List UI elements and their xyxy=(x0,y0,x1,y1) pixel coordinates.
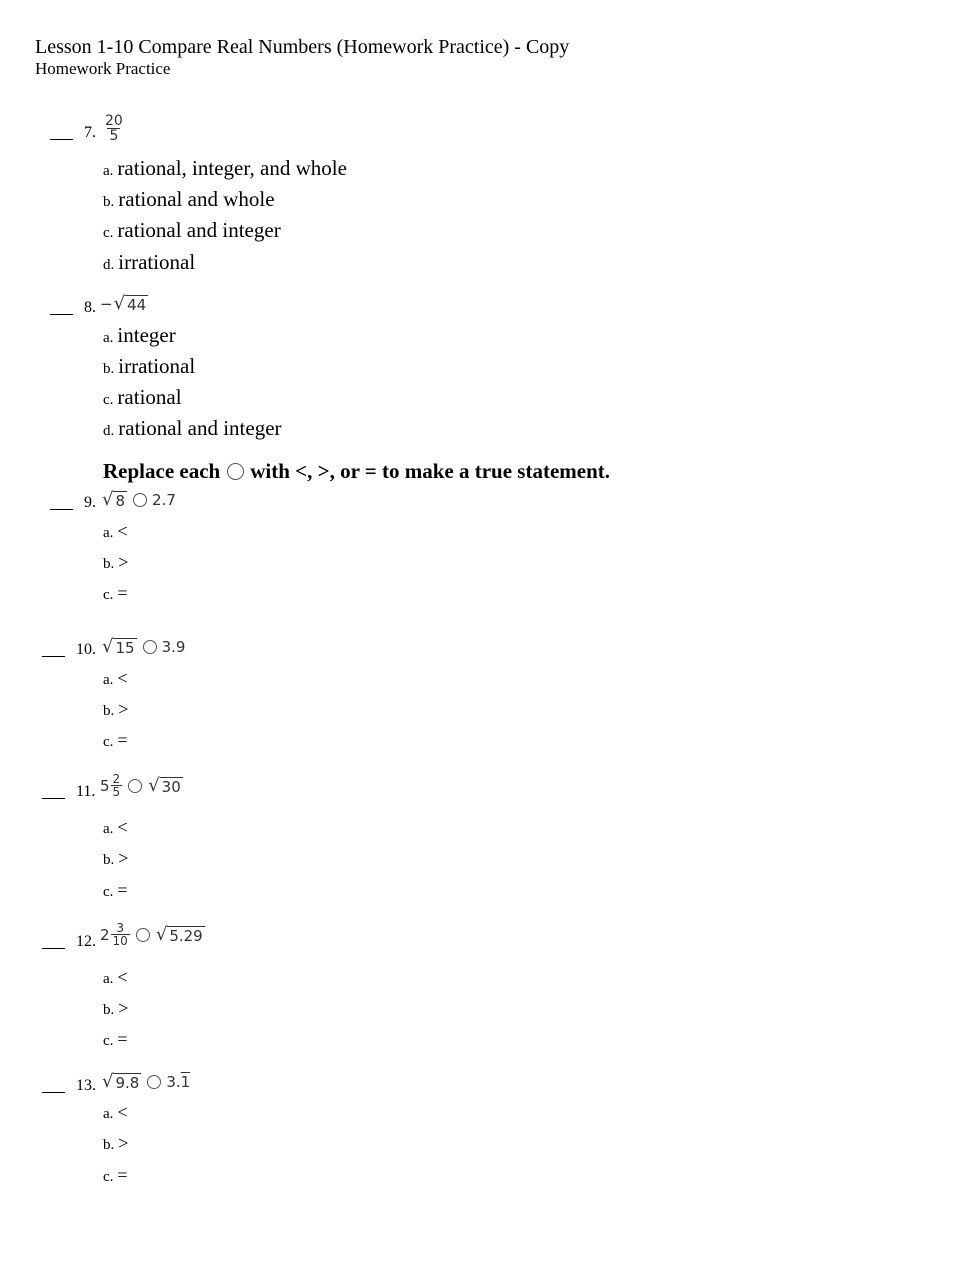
instruction-after: with <, >, or = to make a true statement. xyxy=(250,459,610,483)
question-number: 10. xyxy=(76,641,96,658)
answer-blank[interactable] xyxy=(50,509,73,510)
square-root: √ 15 xyxy=(102,636,135,657)
option-letter: c. xyxy=(103,392,114,408)
square-root: √ 5.29 xyxy=(155,923,203,945)
option-letter: b. xyxy=(103,1002,115,1018)
option-letter: b. xyxy=(103,194,115,210)
option-letter: b. xyxy=(103,361,115,377)
option-letter: b. xyxy=(103,852,115,868)
option-text: > xyxy=(118,699,129,719)
option-text: < xyxy=(117,521,128,541)
option-c[interactable] xyxy=(103,880,128,901)
option-text: < xyxy=(117,1102,128,1122)
option-d[interactable] xyxy=(103,416,282,441)
option-text: < xyxy=(117,668,128,688)
option-a[interactable] xyxy=(103,323,176,348)
question-expression xyxy=(102,114,126,143)
option-c[interactable] xyxy=(103,385,182,410)
denominator: 5 xyxy=(109,128,119,144)
option-letter: c. xyxy=(103,1169,114,1185)
question-number: 7. xyxy=(84,124,96,141)
option-a[interactable] xyxy=(103,668,128,689)
fraction xyxy=(103,114,125,143)
question-expression xyxy=(100,773,184,798)
option-text: = xyxy=(117,730,128,750)
option-text: irrational xyxy=(118,250,196,274)
answer-blank[interactable] xyxy=(50,139,73,140)
option-text: rational and whole xyxy=(118,187,275,211)
answer-blank[interactable] xyxy=(42,948,65,949)
option-letter: b. xyxy=(103,556,115,572)
instruction-before: Replace each xyxy=(103,459,221,483)
question-expression xyxy=(100,922,206,947)
option-b[interactable] xyxy=(103,848,128,869)
option-text: = xyxy=(117,583,128,603)
whole-number: 2 xyxy=(100,925,110,944)
option-text: < xyxy=(117,967,128,987)
denominator: 10 xyxy=(112,934,128,948)
option-d[interactable] xyxy=(103,250,195,275)
circle-icon xyxy=(143,640,157,654)
fraction xyxy=(111,922,130,947)
option-a[interactable] xyxy=(103,1102,128,1123)
option-text: integer xyxy=(117,323,176,347)
option-letter: c. xyxy=(103,225,114,241)
option-c[interactable] xyxy=(103,583,128,604)
question-expression xyxy=(101,1072,190,1092)
square-root: √ 8 xyxy=(102,489,126,510)
option-letter: d. xyxy=(103,423,115,439)
radicand: 44 xyxy=(127,296,147,314)
compare-value-repeating-digit: 1 xyxy=(180,1073,191,1091)
radicand: 30 xyxy=(161,777,181,796)
question-number: 9. xyxy=(84,494,96,511)
page-title: Lesson 1-10 Compare Real Numbers (Homework Practice) - Copy xyxy=(35,36,570,58)
minus-sign: − xyxy=(100,295,113,313)
question-number: 11. xyxy=(76,783,96,800)
circle-icon xyxy=(227,463,244,480)
option-letter: a. xyxy=(103,971,114,987)
circle-icon xyxy=(128,779,142,793)
option-a[interactable] xyxy=(103,967,128,988)
option-letter: d. xyxy=(103,257,115,273)
circle-icon xyxy=(147,1075,161,1089)
option-letter: a. xyxy=(103,330,114,346)
answer-blank[interactable] xyxy=(50,314,73,315)
option-c[interactable] xyxy=(103,1165,128,1186)
instruction xyxy=(103,459,610,484)
option-text: > xyxy=(118,998,129,1018)
option-text: = xyxy=(117,1165,128,1185)
option-a[interactable] xyxy=(103,156,347,181)
option-a[interactable] xyxy=(103,521,128,542)
option-letter: a. xyxy=(103,163,114,179)
option-b[interactable] xyxy=(103,1133,128,1154)
option-text: rational and integer xyxy=(118,416,282,440)
option-letter: c. xyxy=(103,587,114,603)
whole-number: 5 xyxy=(100,776,110,795)
option-c[interactable] xyxy=(103,218,281,243)
option-letter: a. xyxy=(103,525,114,541)
numerator: 2 xyxy=(112,772,121,786)
fraction xyxy=(111,773,123,798)
option-letter: a. xyxy=(103,672,114,688)
question-number: 12. xyxy=(76,933,96,950)
option-text: rational and integer xyxy=(117,218,281,242)
radicand: 8 xyxy=(115,492,126,510)
option-text: = xyxy=(117,1029,128,1049)
question-expression xyxy=(101,490,176,510)
option-letter: b. xyxy=(103,1137,115,1153)
radicand: 5.29 xyxy=(169,926,203,945)
radicand: 9.8 xyxy=(115,1074,140,1092)
square-root: √ 9.8 xyxy=(102,1071,140,1092)
numerator: 3 xyxy=(116,921,124,935)
option-text: > xyxy=(118,552,129,572)
option-b[interactable] xyxy=(103,998,128,1019)
compare-value: 3.9 xyxy=(161,638,186,656)
option-letter: c. xyxy=(103,734,114,750)
option-c[interactable] xyxy=(103,730,128,751)
option-letter: c. xyxy=(103,884,114,900)
circle-icon xyxy=(136,928,150,942)
option-text: > xyxy=(118,1133,129,1153)
option-letter: a. xyxy=(103,821,114,837)
option-a[interactable] xyxy=(103,817,128,838)
page-subtitle: Homework Practice xyxy=(35,59,171,78)
question-expression xyxy=(100,294,149,314)
denominator: 5 xyxy=(112,785,121,799)
compare-value-integer: 3. xyxy=(166,1073,181,1091)
radicand: 15 xyxy=(115,639,135,657)
option-text: irrational xyxy=(118,354,196,378)
option-text: rational, integer, and whole xyxy=(117,156,347,180)
option-text: < xyxy=(117,817,128,837)
question-number: 8. xyxy=(84,299,96,316)
option-text: rational xyxy=(117,385,182,409)
numerator: 20 xyxy=(105,113,123,129)
answer-blank[interactable] xyxy=(42,798,65,799)
compare-value: 2.7 xyxy=(152,491,176,509)
answer-blank[interactable] xyxy=(42,1092,65,1093)
answer-blank[interactable] xyxy=(42,656,65,657)
option-b[interactable] xyxy=(103,552,128,573)
question-number: 13. xyxy=(76,1077,96,1094)
option-text: > xyxy=(118,848,129,868)
option-text: = xyxy=(117,880,128,900)
question-expression xyxy=(101,637,185,657)
square-root: √ 30 xyxy=(148,774,181,796)
option-b[interactable] xyxy=(103,699,128,720)
option-b[interactable] xyxy=(103,354,195,379)
option-c[interactable] xyxy=(103,1029,128,1050)
option-b[interactable] xyxy=(103,187,275,212)
option-letter: b. xyxy=(103,703,115,719)
circle-icon xyxy=(133,493,147,507)
option-letter: c. xyxy=(103,1033,114,1049)
square-root: √ 44 xyxy=(113,293,147,314)
option-letter: a. xyxy=(103,1106,114,1122)
